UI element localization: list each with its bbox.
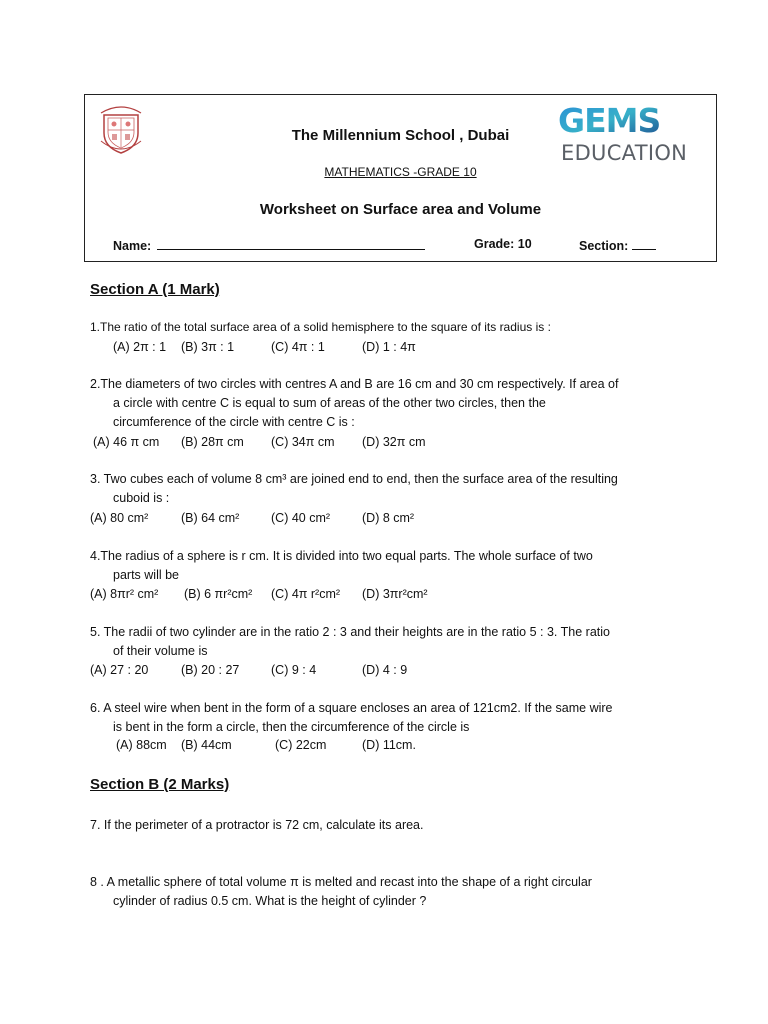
option-a: (A) 2π : 1	[113, 340, 167, 354]
name-blank-line	[157, 237, 425, 250]
option-b: (B) 64 cm²	[181, 511, 240, 525]
question-7	[90, 816, 690, 835]
question-text: of their volume is	[113, 644, 208, 658]
gems-wordmark	[557, 103, 683, 137]
question-text: a circle with centre C is equal to sum of areas of the other two circles, then the	[113, 396, 546, 410]
gems-education-text: EDUCATION	[561, 141, 688, 165]
option-b: (B) 44cm	[181, 738, 232, 752]
option-c: (C) 4π : 1	[271, 340, 325, 354]
name-field	[113, 237, 425, 253]
question-4	[90, 547, 690, 585]
option-b: (B) 28π cm	[181, 435, 244, 449]
section-blank-line	[632, 237, 656, 250]
question-text: cylinder of radius 0.5 cm. What is the height of cylinder ?	[113, 894, 427, 908]
question-text: circumference of the circle with centre C is :	[113, 415, 355, 429]
option-d: (D) 4 : 9	[362, 663, 408, 677]
gems-education-logo	[557, 103, 688, 165]
section-b-heading: Section B (2 Marks)	[90, 776, 230, 793]
option-b: (B) 6 πr²cm²	[184, 587, 253, 601]
option-a: (A) 27 : 20	[90, 663, 149, 677]
question-text: 6. A steel wire when bent in the form of a square encloses an area of 121cm2. If the same wire	[90, 701, 613, 715]
question-text: parts will be	[113, 568, 179, 582]
worksheet-header	[84, 94, 717, 262]
question-text: 2.The diameters of two circles with centres A and B are 16 cm and 30 cm respectively. If area of	[90, 377, 619, 391]
question-3	[90, 470, 690, 508]
question-8	[90, 873, 690, 911]
section-a-heading: Section A (1 Mark)	[90, 281, 220, 298]
option-a: (A) 46 π cm	[93, 435, 160, 449]
question-6	[90, 699, 690, 737]
option-d: (D) 8 cm²	[362, 511, 415, 525]
option-d: (D) 11cm.	[362, 738, 416, 752]
option-c: (C) 34π cm	[271, 435, 335, 449]
option-a: (A) 8πr² cm²	[90, 587, 159, 601]
question-5	[90, 623, 690, 661]
question-text: 1.The ratio of the total surface area of a solid hemisphere to the square of its radius is :	[90, 320, 551, 334]
option-c: (C) 4π r²cm²	[271, 587, 341, 601]
option-d: (D) 1 : 4π	[362, 340, 416, 354]
option-a: (A) 80 cm²	[90, 511, 149, 525]
option-c: (C) 22cm	[275, 738, 327, 752]
question-text: is bent in the form a circle, then the circumference of the circle is	[113, 720, 470, 734]
option-d: (D) 32π cm	[362, 435, 426, 449]
question-text: 3. Two cubes each of volume 8 cm³ are joined end to end, then the surface area of the resulting	[90, 472, 618, 486]
subject-grade: MATHEMATICS -GRADE 10	[324, 165, 477, 179]
section-field	[579, 237, 656, 253]
name-label: Name:	[113, 239, 152, 253]
question-text: cuboid is :	[113, 491, 170, 505]
question-text: 7. If the perimeter of a protractor is 72 cm, calculate its area.	[90, 818, 424, 832]
worksheet-title: Worksheet on Surface area and Volume	[259, 201, 542, 218]
section-label: Section:	[579, 239, 629, 253]
question-text: 8 . A metallic sphere of total volume π is melted and recast into the shape of a right circular	[90, 875, 592, 889]
option-a: (A) 88cm	[116, 738, 167, 752]
option-c: (C) 9 : 4	[271, 663, 317, 677]
question-2	[90, 375, 690, 432]
question-text: 4.The radius of a sphere is r cm. It is divided into two equal parts. The whole surface of two	[90, 549, 593, 563]
school-name: The Millennium School , Dubai	[291, 127, 510, 144]
option-d: (D) 3πr²cm²	[362, 587, 428, 601]
gems-logo-text: GEMS	[558, 103, 661, 137]
option-c: (C) 40 cm²	[271, 511, 331, 525]
question-1	[90, 318, 690, 337]
option-b: (B) 20 : 27	[181, 663, 240, 677]
option-b: (B) 3π : 1	[181, 340, 235, 354]
grade-label: Grade: 10	[474, 237, 532, 251]
question-text: 5. The radii of two cylinder are in the ratio 2 : 3 and their heights are in the ratio 5 : 3. The ratio	[90, 625, 610, 639]
